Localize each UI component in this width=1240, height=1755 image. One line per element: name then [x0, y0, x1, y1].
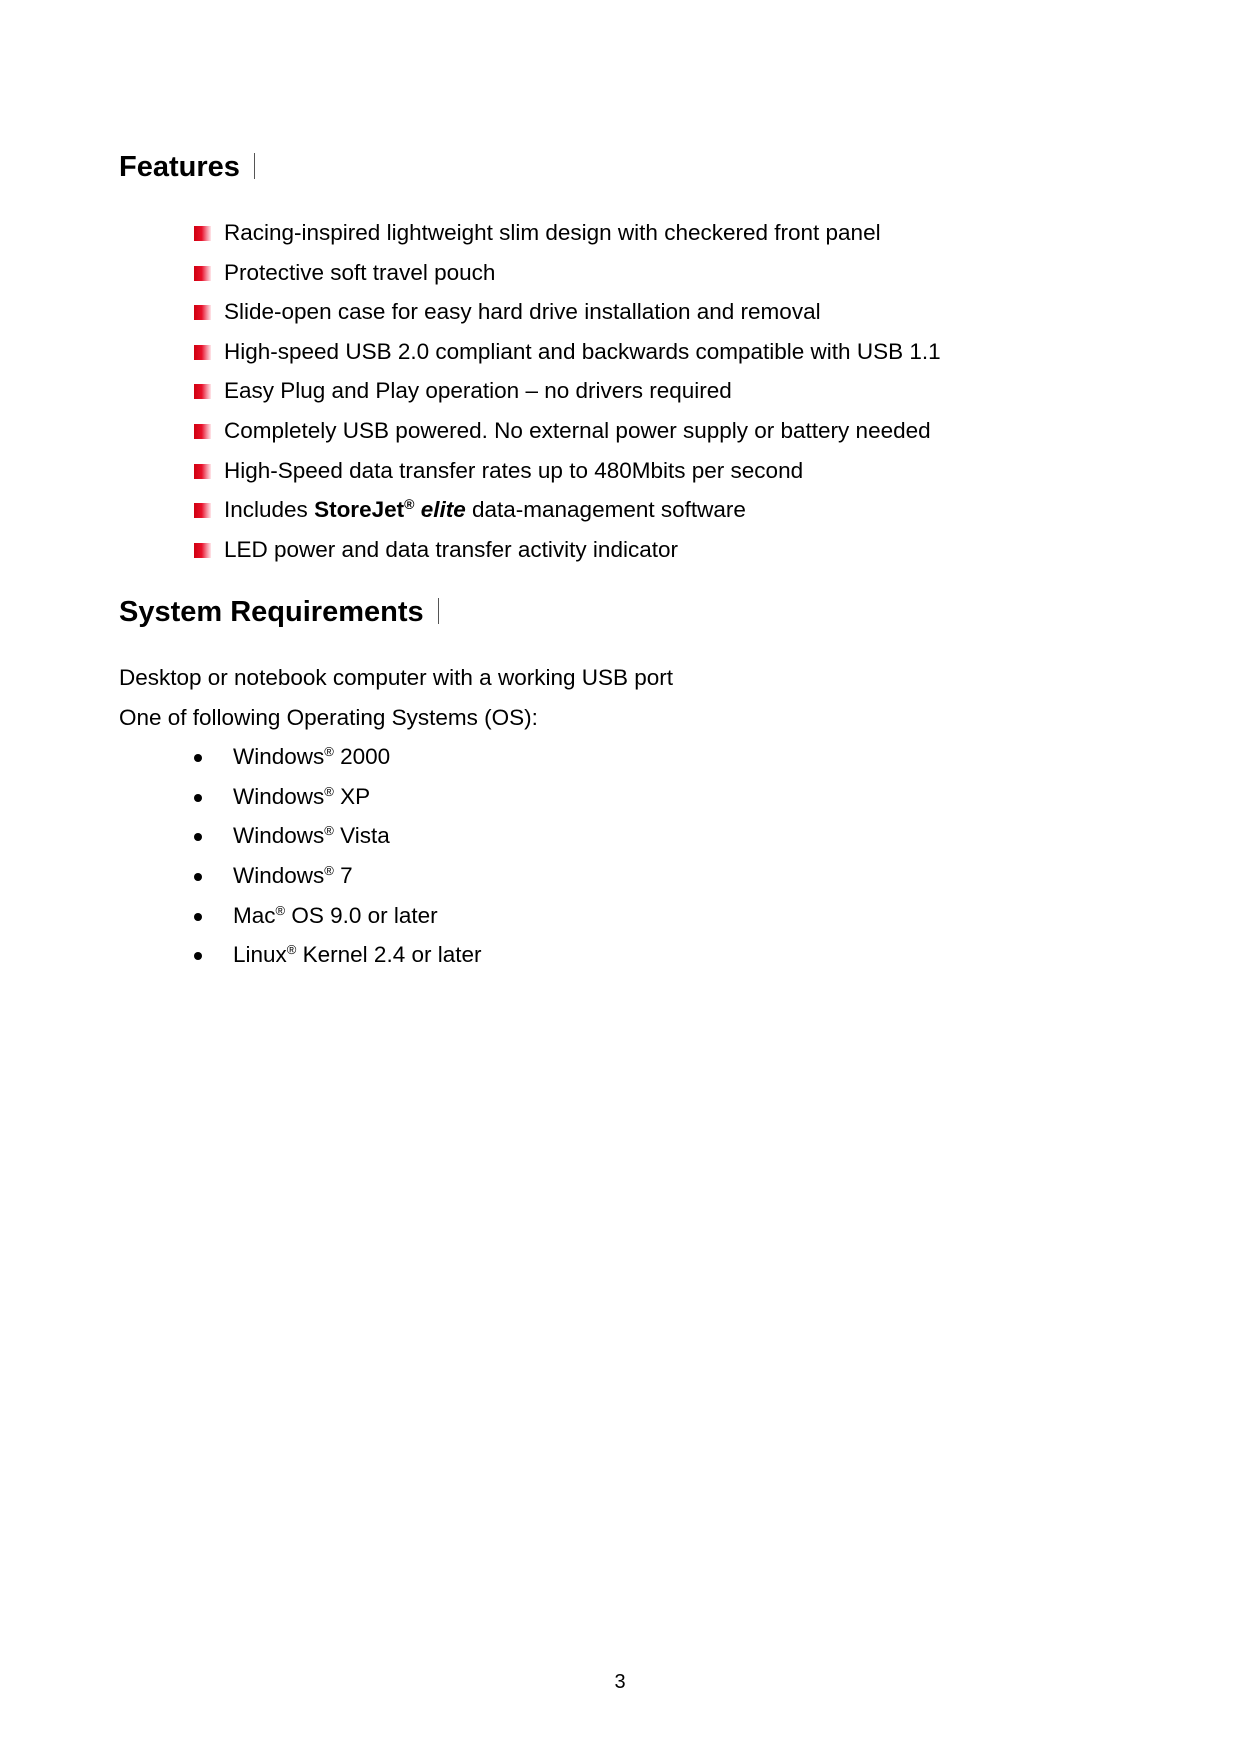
os-entry — [233, 902, 438, 930]
red-square-bullet-icon — [194, 226, 211, 241]
os-list — [194, 743, 482, 981]
registered-mark: ® — [324, 744, 334, 759]
os-name: Linux — [233, 942, 287, 968]
registered-mark: ® — [324, 823, 334, 839]
red-square-bullet-icon — [194, 345, 211, 360]
os-name: Windows — [233, 744, 325, 769]
heading-separator — [438, 598, 439, 624]
page-number: 3 — [614, 1671, 626, 1693]
heading-separator — [254, 153, 255, 179]
requirement-line-computer: Desktop or notebook computer with a working USB port — [119, 665, 674, 690]
feature-text: Racing-inspired lightweight slim design with checkered front panel — [224, 220, 881, 245]
os-name: Windows — [233, 823, 325, 849]
list-item — [194, 822, 482, 862]
list-item — [194, 298, 941, 338]
feature-text-storejet — [224, 496, 746, 524]
bullet-dot-icon — [194, 833, 202, 841]
feature-text: Completely USB powered. No external power supply or battery needed — [224, 417, 931, 443]
list-item — [194, 496, 941, 536]
list-item — [194, 941, 482, 981]
os-version: Vista — [340, 823, 390, 849]
storejet-model: elite — [420, 497, 466, 523]
os-version: Kernel 2.4 or later — [296, 942, 482, 968]
red-square-bullet-icon — [194, 543, 211, 558]
bullet-dot-icon — [194, 794, 202, 802]
list-item — [194, 219, 941, 259]
red-square-bullet-icon — [194, 464, 211, 479]
red-square-bullet-icon — [194, 305, 211, 320]
list-item — [194, 457, 941, 497]
requirement-line-os: One of following Operating Systems (OS): — [119, 705, 538, 730]
registered-mark: ® — [324, 783, 334, 799]
os-version: XP — [340, 783, 371, 809]
system-requirements-heading-text: System Requirements — [119, 596, 424, 628]
features-list — [194, 219, 941, 575]
list-item — [194, 338, 941, 378]
os-name: Windows — [233, 783, 325, 809]
features-heading — [119, 153, 255, 182]
bullet-dot-icon — [194, 913, 202, 921]
registered-mark: ® — [324, 863, 334, 879]
feature-text: Easy Plug and Play operation – no drivers required — [224, 378, 732, 404]
system-requirements-heading — [119, 598, 439, 627]
os-entry — [233, 822, 390, 850]
list-item — [194, 417, 941, 457]
os-entry — [233, 941, 482, 969]
red-square-bullet-icon — [194, 503, 211, 518]
bullet-dot-icon — [194, 754, 202, 762]
red-square-bullet-icon — [194, 424, 211, 439]
registered-mark: ® — [275, 902, 286, 918]
os-entry — [233, 743, 390, 771]
os-entry — [233, 862, 353, 890]
red-square-bullet-icon — [194, 266, 211, 281]
os-version: 7 — [340, 863, 353, 889]
list-item — [194, 377, 941, 417]
os-name: Windows — [233, 863, 325, 889]
red-square-bullet-icon — [194, 384, 211, 399]
storejet-suffix: data-management software — [465, 497, 746, 523]
registered-mark: ® — [404, 496, 415, 513]
list-item — [194, 902, 482, 942]
bullet-dot-icon — [194, 952, 202, 960]
os-version: OS 9.0 or later — [285, 902, 438, 928]
list-item — [194, 536, 941, 576]
feature-text: High-speed USB 2.0 compliant and backwards compatible with USB 1.1 — [224, 338, 941, 364]
list-item — [194, 743, 482, 783]
list-item — [194, 862, 482, 902]
list-item — [194, 259, 941, 299]
os-version: 2000 — [340, 744, 391, 769]
feature-text: High-Speed data transfer rates up to 480Mbits per second — [224, 457, 804, 483]
feature-text: Protective soft travel pouch — [224, 259, 496, 285]
storejet-brand: StoreJet — [314, 497, 405, 523]
storejet-prefix: Includes — [224, 497, 315, 523]
list-item — [194, 783, 482, 823]
registered-mark: ® — [286, 942, 297, 958]
feature-text: Slide-open case for easy hard drive installation and removal — [224, 299, 821, 325]
features-heading-text: Features — [119, 151, 240, 183]
feature-text: LED power and data transfer activity indicator — [224, 536, 678, 562]
os-entry — [233, 783, 370, 811]
os-name: Mac — [233, 902, 276, 928]
bullet-dot-icon — [194, 873, 202, 881]
